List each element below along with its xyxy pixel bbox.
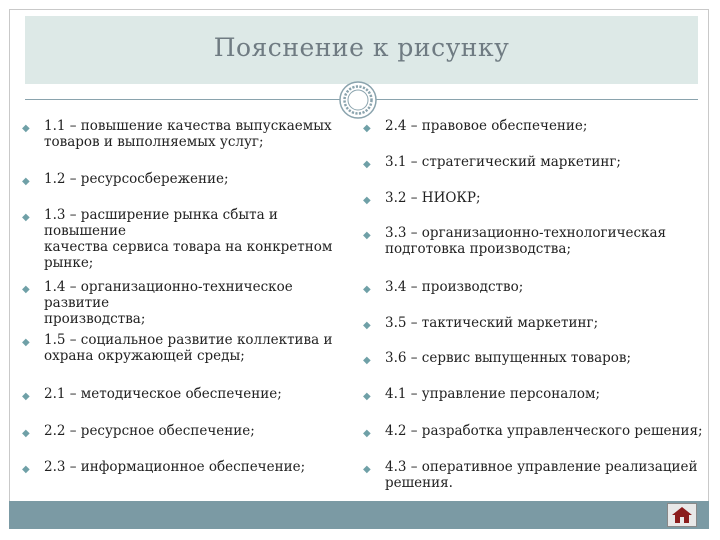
bullet-icon: ◆ (363, 320, 371, 331)
bullet-icon: ◆ (363, 284, 371, 295)
list-item-text: 1.5 – социальное развитие коллектива и охрана окружающей среды; (44, 332, 333, 364)
list-item-text: 1.4 – организационно-техническое развитие производства; (44, 279, 293, 327)
bullet-icon: ◆ (363, 159, 371, 170)
list-item (363, 190, 708, 206)
list-item-text: 2.4 – правовое обеспечение; (385, 118, 588, 134)
list-item (363, 154, 708, 170)
list-item (22, 386, 362, 402)
list-item-text: 3.1 – стратегический маркетинг; (385, 154, 621, 170)
bullet-icon: ◆ (363, 391, 371, 402)
list-item-text: 2.1 – методическое обеспечение; (44, 386, 282, 402)
bullet-icon: ◆ (363, 230, 371, 241)
list-item (363, 118, 708, 134)
bullet-icon: ◆ (22, 428, 30, 439)
bullet-icon: ◆ (22, 284, 30, 295)
list-item-text: 3.6 – сервис выпущенных товаров; (385, 350, 632, 366)
bullet-icon: ◆ (22, 391, 30, 402)
list-item-text: 3.2 – НИОКР; (385, 190, 481, 206)
bullet-icon: ◆ (22, 464, 30, 475)
list-item-text: 4.2 – разработка управленческого решения; (385, 423, 703, 439)
home-button[interactable] (667, 503, 697, 527)
bullet-icon: ◆ (22, 176, 30, 187)
list-item (22, 207, 362, 271)
home-icon (671, 506, 693, 524)
list-item-text: 3.5 – тактический маркетинг; (385, 315, 599, 331)
list-item-text: 2.3 – информационное обеспечение; (44, 459, 306, 475)
list-item (363, 279, 708, 295)
list-item-text: 2.2 – ресурсное обеспечение; (44, 423, 255, 439)
list-item-text: 3.3 – организационно-технологическая подготовка производства; (385, 225, 667, 257)
list-item (363, 350, 708, 366)
list-item (363, 423, 708, 439)
list-item (363, 386, 708, 402)
list-item (22, 423, 362, 439)
ornament-icon (338, 80, 378, 120)
list-item (363, 315, 708, 331)
bullet-icon: ◆ (22, 337, 30, 348)
list-item (22, 171, 362, 187)
list-item (22, 279, 362, 327)
bullet-icon: ◆ (22, 123, 30, 134)
list-item (22, 332, 362, 364)
list-item-text: 4.1 – управление персоналом; (385, 386, 600, 402)
bullet-icon: ◆ (22, 212, 30, 223)
list-item-text: 4.3 – оперативное управление реализацией решения. (385, 459, 698, 491)
list-item (22, 118, 362, 150)
bullet-icon: ◆ (363, 123, 371, 134)
list-item-text: 3.4 – производство; (385, 279, 524, 295)
list-item-text: 1.3 – расширение рынка сбыта и повышение качества сервиса товара на конкретном рынке; (44, 207, 333, 271)
list-item (22, 459, 362, 475)
bullet-icon: ◆ (363, 464, 371, 475)
list-item (363, 459, 708, 491)
list-item-text: 1.2 – ресурсосбережение; (44, 171, 229, 187)
list-item (363, 225, 708, 257)
bullet-icon: ◆ (363, 428, 371, 439)
slide-title: Пояснение к рисунку (213, 33, 510, 62)
footer-bar (9, 501, 709, 529)
bullet-icon: ◆ (363, 195, 371, 206)
bullet-icon: ◆ (363, 355, 371, 366)
list-item-text: 1.1 – повышение качества выпускаемых товаров и выполняемых услуг; (44, 118, 332, 150)
